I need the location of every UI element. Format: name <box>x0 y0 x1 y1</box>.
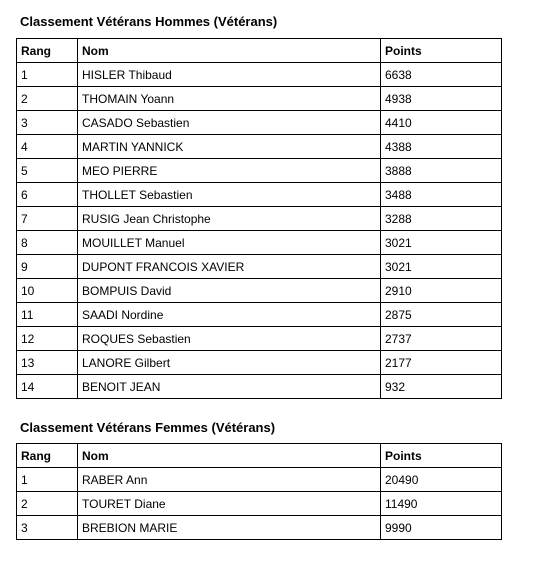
cell-nom: LANORE Gilbert <box>78 351 381 375</box>
cell-rang: 1 <box>17 63 78 87</box>
section-title-men: Classement Vétérans Hommes (Vétérans) <box>20 14 278 29</box>
cell-nom: MARTIN YANNICK <box>78 135 381 159</box>
cell-nom: MOUILLET Manuel <box>78 231 381 255</box>
cell-nom: SAADI Nordine <box>78 303 381 327</box>
table-row <box>17 375 502 399</box>
cell-points: 2737 <box>381 327 502 351</box>
cell-rang: 6 <box>17 183 78 207</box>
ranking-table-body-men <box>17 63 502 399</box>
column-header-nom: Nom <box>78 444 381 468</box>
cell-nom: THOLLET Sebastien <box>78 183 381 207</box>
ranking-table-women <box>16 443 502 540</box>
ranking-table-men <box>16 38 502 399</box>
table-header-row <box>17 444 502 468</box>
cell-points: 3288 <box>381 207 502 231</box>
cell-rang: 3 <box>17 111 78 135</box>
table-row <box>17 351 502 375</box>
cell-points: 2875 <box>381 303 502 327</box>
cell-points: 3021 <box>381 255 502 279</box>
cell-points: 20490 <box>381 468 502 492</box>
cell-points: 6638 <box>381 63 502 87</box>
cell-points: 9990 <box>381 516 502 540</box>
cell-points: 2177 <box>381 351 502 375</box>
column-header-rang: Rang <box>17 444 78 468</box>
cell-rang: 14 <box>17 375 78 399</box>
cell-rang: 11 <box>17 303 78 327</box>
column-header-points: Points <box>381 39 502 63</box>
cell-points: 2910 <box>381 279 502 303</box>
cell-nom: BOMPUIS David <box>78 279 381 303</box>
cell-nom: RABER Ann <box>78 468 381 492</box>
cell-points: 3021 <box>381 231 502 255</box>
cell-points: 4938 <box>381 87 502 111</box>
cell-nom: HISLER Thibaud <box>78 63 381 87</box>
cell-nom: DUPONT FRANCOIS XAVIER <box>78 255 381 279</box>
ranking-table-body-women <box>17 468 502 540</box>
cell-nom: THOMAIN Yoann <box>78 87 381 111</box>
cell-points: 11490 <box>381 492 502 516</box>
table-header-row <box>17 39 502 63</box>
cell-nom: ROQUES Sebastien <box>78 327 381 351</box>
column-header-points: Points <box>381 444 502 468</box>
cell-rang: 5 <box>17 159 78 183</box>
table-row <box>17 492 502 516</box>
table-row <box>17 255 502 279</box>
cell-rang: 2 <box>17 87 78 111</box>
cell-points: 4410 <box>381 111 502 135</box>
cell-nom: CASADO Sebastien <box>78 111 381 135</box>
cell-points: 3488 <box>381 183 502 207</box>
table-row <box>17 183 502 207</box>
table-row <box>17 279 502 303</box>
table-row <box>17 231 502 255</box>
cell-nom: RUSIG Jean Christophe <box>78 207 381 231</box>
cell-points: 932 <box>381 375 502 399</box>
table-row <box>17 111 502 135</box>
table-row <box>17 87 502 111</box>
cell-rang: 2 <box>17 492 78 516</box>
table-row <box>17 327 502 351</box>
column-header-nom: Nom <box>78 39 381 63</box>
cell-rang: 1 <box>17 468 78 492</box>
column-header-rang: Rang <box>17 39 78 63</box>
cell-rang: 10 <box>17 279 78 303</box>
section-title-women: Classement Vétérans Femmes (Vétérans) <box>20 420 276 435</box>
cell-points: 4388 <box>381 135 502 159</box>
table-row <box>17 207 502 231</box>
table-row <box>17 303 502 327</box>
cell-rang: 12 <box>17 327 78 351</box>
table-row <box>17 159 502 183</box>
cell-rang: 7 <box>17 207 78 231</box>
table-row <box>17 135 502 159</box>
cell-nom: BREBION MARIE <box>78 516 381 540</box>
table-row <box>17 516 502 540</box>
cell-rang: 3 <box>17 516 78 540</box>
cell-rang: 13 <box>17 351 78 375</box>
cell-rang: 4 <box>17 135 78 159</box>
cell-nom: BENOIT JEAN <box>78 375 381 399</box>
cell-rang: 9 <box>17 255 78 279</box>
table-row <box>17 63 502 87</box>
cell-nom: MEO PIERRE <box>78 159 381 183</box>
cell-rang: 8 <box>17 231 78 255</box>
cell-nom: TOURET Diane <box>78 492 381 516</box>
table-row <box>17 468 502 492</box>
cell-points: 3888 <box>381 159 502 183</box>
